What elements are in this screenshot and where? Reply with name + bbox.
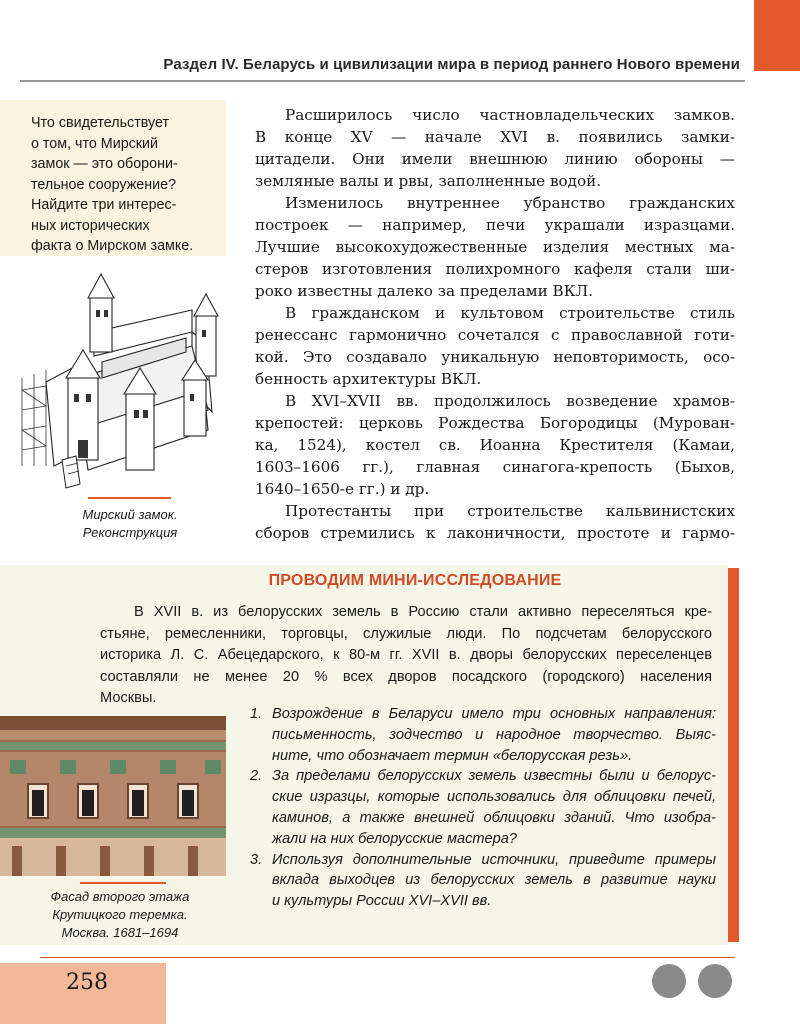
intro-line: историка Л. С. Абецедарского, к 80-м гг. XVII в. дворы белорусских переселенцев [100, 647, 712, 663]
question-number: 1. [250, 706, 263, 722]
research-intro [100, 602, 712, 710]
caption-line: Реконструкция [82, 525, 178, 540]
page-number: 258 [66, 970, 108, 995]
question-line: ных исторических [31, 217, 150, 234]
footer-divider [40, 957, 735, 958]
text-line: Изменилось внутреннее убранство гражданских [285, 194, 735, 212]
question-line: о том, что Мирский [31, 135, 159, 152]
text-line: Протестанты при строительстве кальвинистских [285, 502, 735, 520]
intro-line: В XVII в. из белорусских земель в Россию стали активно переселяться кре- [134, 604, 712, 620]
text-line: цитадели. Они имели внешнюю линию обороны — [255, 150, 735, 168]
text-line: сборов стремились к лаконичности, простоте и гармо- [255, 524, 735, 542]
text-line: кой. Это создавало уникальную неповторимость, осо- [255, 348, 735, 366]
question-item-line: ские изразцы, которые использовались для облицовки печей, [272, 789, 716, 806]
question-item-line [250, 704, 716, 725]
intro-line: стьяне, ремесленники, торговцы, служилые люди. По подсчетам белорусского [100, 625, 712, 642]
question-number: 3. [250, 851, 263, 868]
castle-illustration [16, 270, 226, 492]
caption-line: Москва. 1681–1694 [61, 925, 179, 940]
text-line: В XVI–XVII вв. продолжилось возведение храмов- [285, 392, 735, 410]
question-line: Найдите три интерес- [31, 197, 177, 213]
question-item-line: письменность, зодчество и народное творчество. Выяс- [272, 726, 716, 743]
question-line: замок — это оборони- [31, 156, 178, 172]
intro-line: Москвы. [100, 690, 157, 706]
question-line: факта о Мирском замке. [31, 238, 194, 254]
text-line: В конце XV — начале XVI в. появились замки- [255, 128, 735, 146]
corner-accent-block [754, 0, 800, 71]
question-line: тельное сооружение? [31, 176, 177, 193]
question-line: Что свидетельствует [31, 115, 170, 131]
text-line: Расширилось число частновладельческих замков. [285, 106, 735, 124]
text-line: ренессанс гармонично сочетался с православной готи- [255, 326, 735, 344]
facade-photo [0, 716, 226, 876]
facade-caption-rule [80, 882, 166, 884]
question-text: Возрождение в Беларуси имело три основных направления: [272, 706, 716, 722]
question-item-line: и культуры России XVI–XVII вв. [272, 893, 492, 910]
castle-caption-rule [88, 497, 171, 499]
caption-line: Фасад второго этажа [50, 889, 190, 904]
question-item-line: жали на них белорусские мастера? [272, 830, 518, 847]
text-line: земляные валы и рвы, заполненные водой. [255, 172, 602, 190]
text-line: роко известны далеко за пределами ВКЛ. [255, 282, 593, 300]
header-divider [20, 80, 745, 82]
research-accent-bar [728, 568, 739, 942]
research-title: ПРОВОДИМ МИНИ-ИССЛЕДОВАНИЕ [268, 572, 562, 589]
question-box [0, 100, 226, 256]
caption-line: Крутицкого теремка. [52, 907, 188, 922]
section-header: Раздел IV. Беларусь и цивилизации мира в период раннего Нового времени [163, 56, 740, 73]
question-text: Используя дополнительные источники, приведите примеры [272, 851, 716, 868]
caption-line: Мирский замок. [82, 507, 178, 522]
text-line: 1640–1650-е гг.) и др. [255, 480, 430, 498]
question-number: 2. [250, 768, 263, 785]
prev-page-dot-icon[interactable] [652, 964, 686, 998]
main-text [255, 104, 735, 544]
text-line: бенность архитектуры ВКЛ. [255, 370, 482, 388]
question-item-line [250, 850, 716, 871]
text-line: 1603–1606 гг.), главная синагога-крепость (Быхов, [255, 458, 735, 476]
castle-caption [40, 506, 220, 542]
text-line: крепостей: церковь Рождества Богородицы (Мурован- [255, 414, 735, 432]
text-line: построек — например, печи украшали изразцами. [255, 216, 735, 234]
text-line: стеров изготовления полихромного кафеля стали ши- [255, 260, 735, 278]
intro-line: составляли не менее 20 % всех дворов посадского (городского) населения [100, 668, 712, 685]
research-questions [250, 704, 716, 912]
question-item-line: каминов, а также внешней облицовки зданий. Что изобра- [272, 809, 716, 826]
question-item-line: ните, что обозначает термин «белорусская резь». [272, 747, 633, 764]
question-item-line: вклада выходцев из белорусских земель в развитие науки [272, 872, 716, 889]
next-page-dot-icon[interactable] [698, 964, 732, 998]
text-line: В гражданском и культовом строительстве стиль [285, 304, 735, 322]
text-line: ка, 1524), костел св. Иоанна Крестителя (Камаи, [255, 436, 735, 454]
question-item-line [250, 766, 716, 787]
question-text: За пределами белорусских земель известны были и белорус- [272, 768, 716, 785]
facade-caption [20, 888, 220, 942]
text-line: Лучшие высокохудожественные изделия местных ма- [255, 238, 735, 256]
